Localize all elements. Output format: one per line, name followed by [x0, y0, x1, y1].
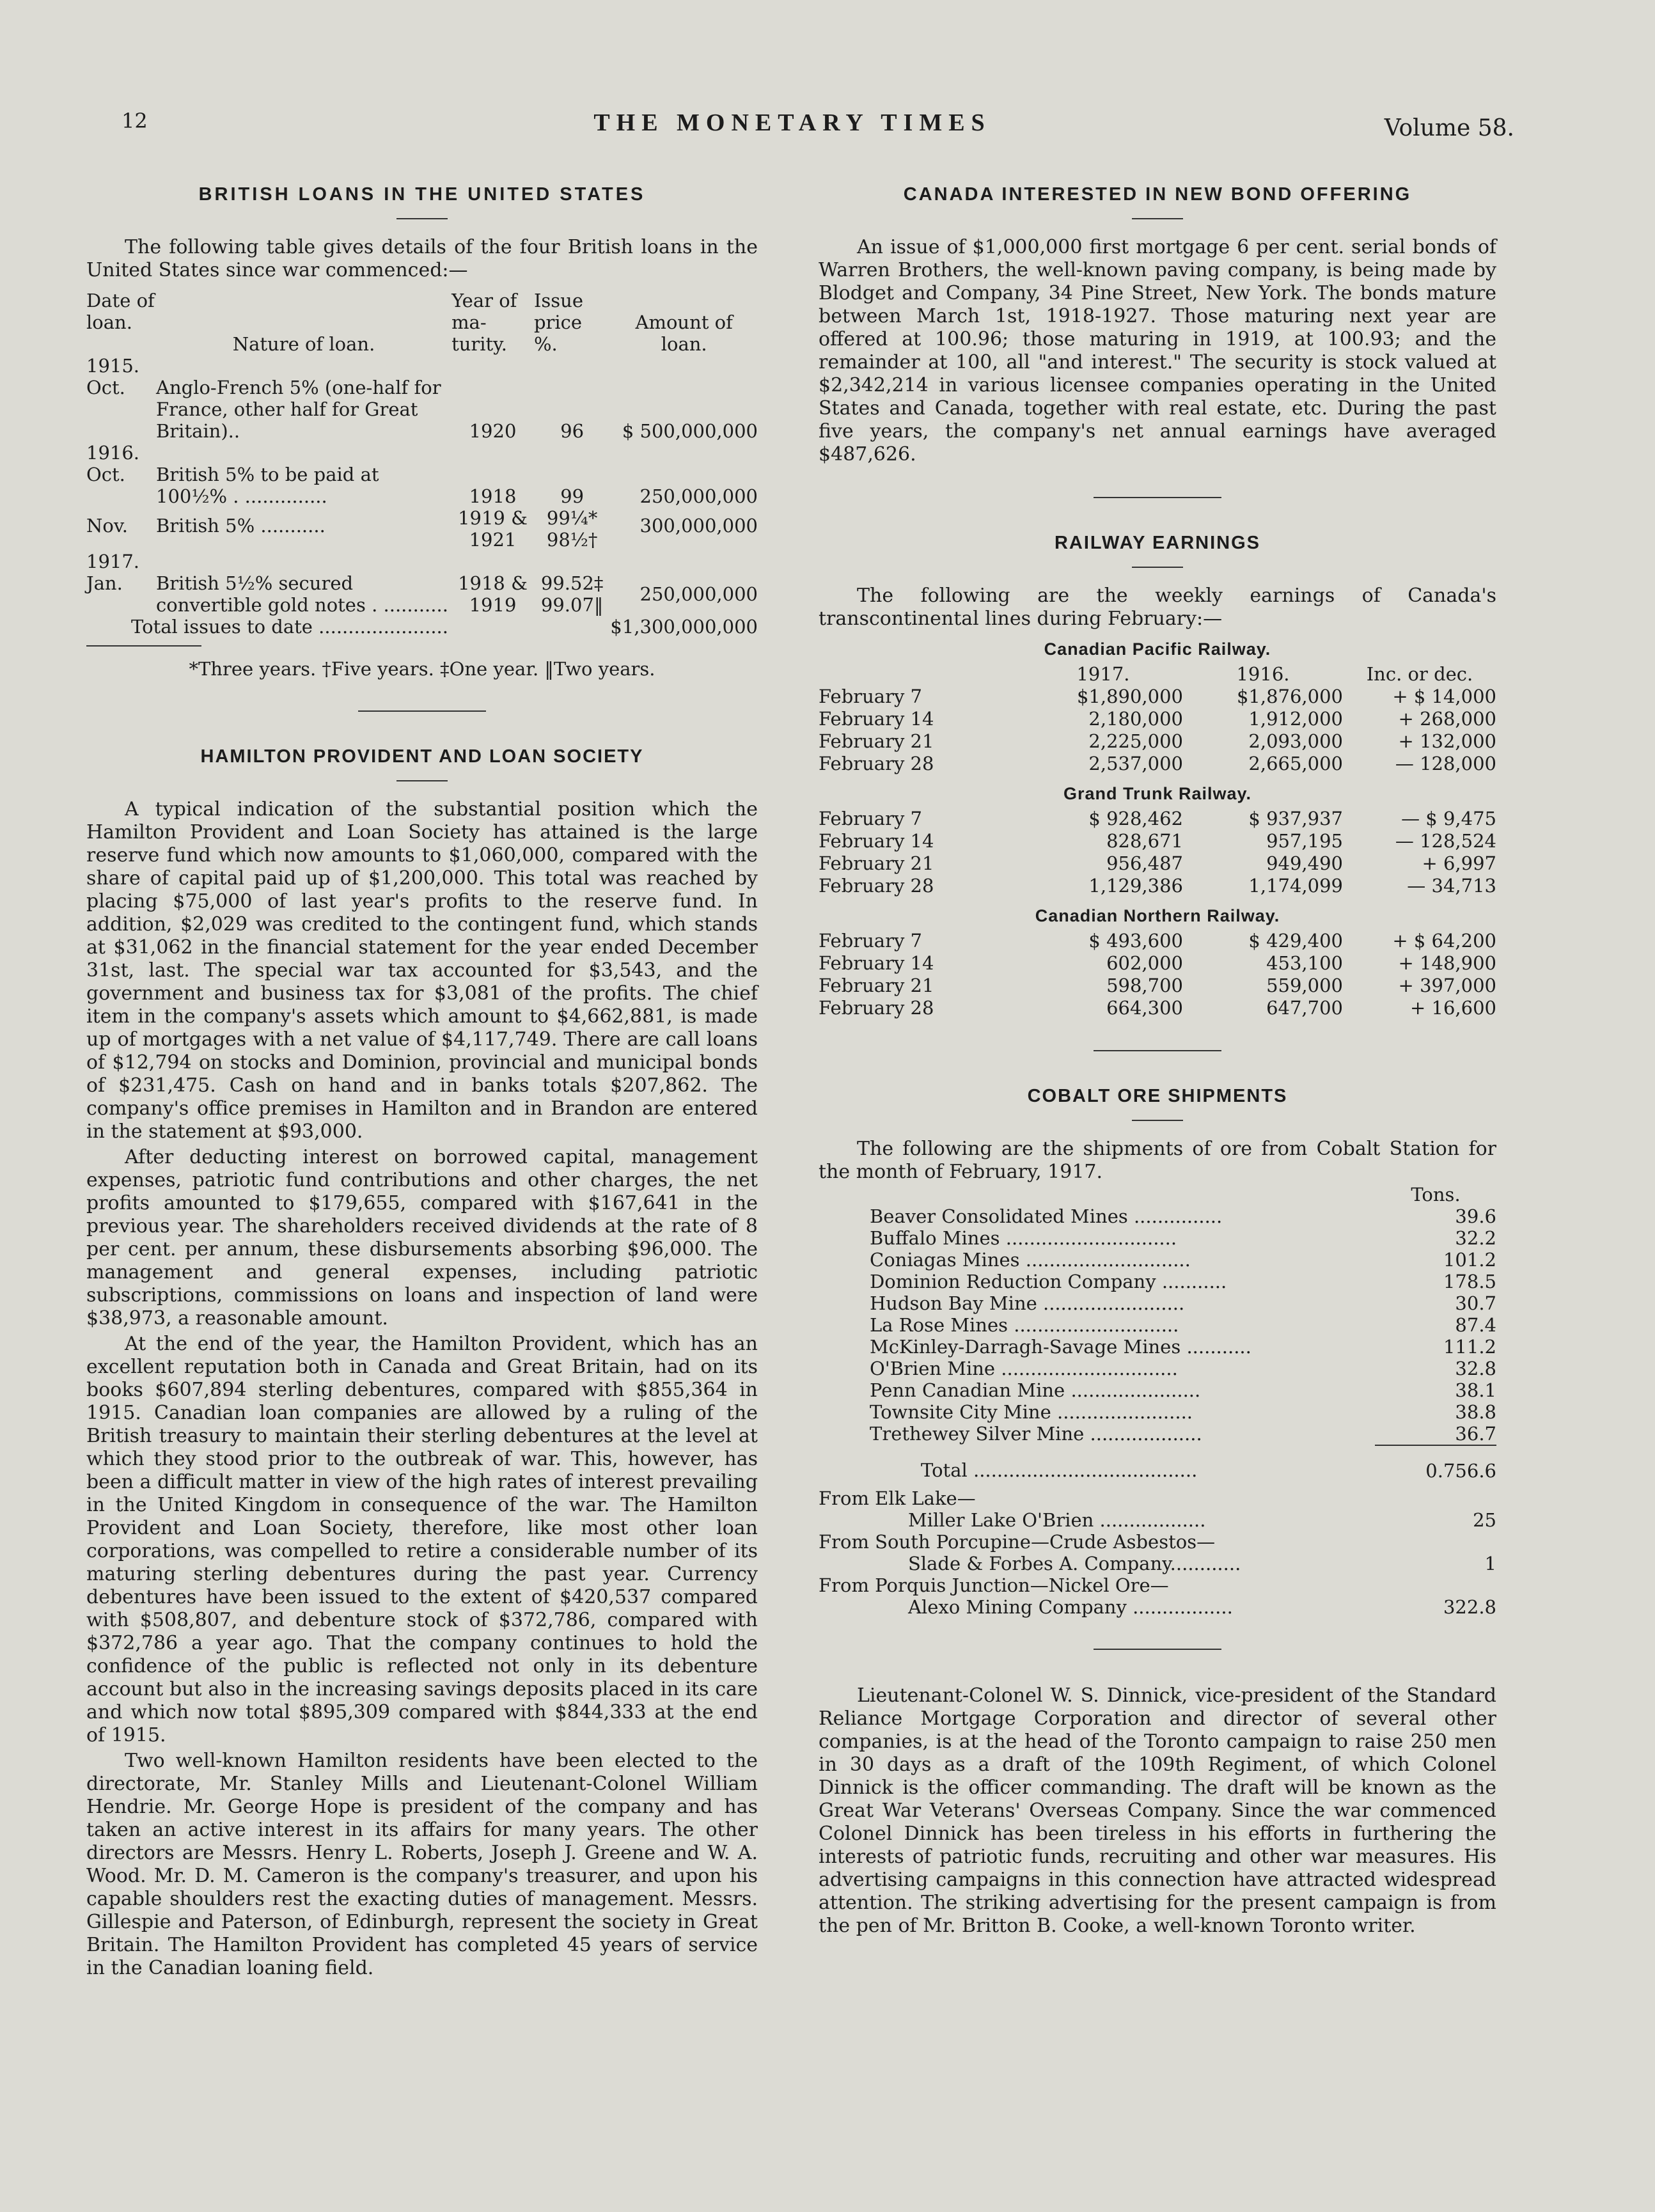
table-row: Oct. British 5% to be paid at 100½% . .............. 1918 99 250,000,000 [86, 464, 758, 507]
table-row: February 14 602,000 453,100 + 148,900 [819, 952, 1496, 974]
hamilton-paragraph-3: At the end of the year, the Hamilton Provident, which has an excellent reputation both in Canada and Great Britain, had on its books $607,894 sterling debentures, compared with $855,364 in 1915. Canadian loan companies are allowed by a ruling of the British treasury to maintain their sterling debentures at the level at which they stood prior to the outbreak of war. This, however, has been a difficult matter in view of the high rates of interest prevailing in the United Kingdom in consequence of the war. The Hamilton Provident and Loan Society, therefore, like most other loan corporations, was compelled to retire a considerable number of its maturing sterling debentures during the past year. Currency debentures have been issued to the extent of $420,537 compared with $508,807, and debenture stock of $372,786, compared with $372,786 a year ago. That the company continues to hold the confidence of the public is reflected not only in its debenture account but also in the increasing savings deposits placed in its care and which now total $895,309 compared with $844,333 at the end of 1915. [86, 1333, 758, 1746]
hamilton-paragraph-2: After deducting interest on borrowed capital, management expenses, patriotic fund contributions and other charges, the net profits amounted to $179,655, compared with $167,641 in the previous year. The shareholders received dividends at the rate of 8 per cent. per annum, these disbursements absorbing $96,000. The management and general expenses, including patriotic subscriptions, commissions on loans and inspection of land were $38,973, a reasonable amount. [86, 1146, 758, 1330]
railway-intro: The following are the weekly earnings of Canada's transcontinental lines during February:— [819, 584, 1496, 630]
table-row: Nov. British 5% ........... 1919 & 1921 99¼* 98½† 300,000,000 [86, 507, 758, 551]
hamilton-heading: HAMILTON PROVIDENT AND LOAN SOCIETY [200, 746, 644, 767]
table-row: La Rose Mines ............................ 87.4 [870, 1314, 1496, 1336]
table-row: Miller Lake O'Brien .................. 25 [908, 1509, 1496, 1531]
page-header [122, 109, 1514, 147]
table-row: McKinley-Darragh-Savage Mines ........... 111.2 [870, 1336, 1496, 1358]
table-row: From Porquis Junction—Nickel Ore— [819, 1574, 1169, 1596]
divider [396, 218, 448, 219]
footnote: *Three years. †Five years. ‡One year. ‖Two years. [189, 658, 655, 680]
cpr-heading: Canadian Pacific Railway. [1044, 639, 1271, 659]
gtr-table [819, 808, 1496, 897]
table-row: Slade & Forbes A. Company............ 1 [908, 1553, 1496, 1574]
cnr-heading: Canadian Northern Railway. [1035, 906, 1280, 925]
right-column [819, 179, 1496, 1938]
table-row: February 14 828,671 957,195 — 128,524 [819, 830, 1496, 852]
divider [86, 645, 201, 647]
british-loans-intro: The following table gives details of the four British loans in the United States since war commenced:— [86, 236, 758, 281]
table-header-row: Tons. [1411, 1184, 1461, 1205]
railway-heading: RAILWAY EARNINGS [1054, 533, 1261, 553]
table-row: Jan. British 5½% secured convertible gold notes . ........... 1918 & 1919 99.52‡ 99.07‖ 250,000,000 [86, 572, 758, 616]
table-row: Buffalo Mines ............................. 32.2 [870, 1227, 1496, 1249]
publication-title: THE MONETARY TIMES [593, 109, 991, 136]
table-row: February 28 664,300 647,700 + 16,600 [819, 997, 1496, 1019]
section-divider [1094, 1050, 1221, 1051]
divider [1132, 1120, 1183, 1121]
hamilton-article [86, 746, 758, 1980]
table-row: 1917. [86, 551, 140, 572]
table-row: Penn Canadian Mine ...................... 38.1 [870, 1379, 1496, 1401]
divider [396, 780, 448, 781]
table-row: February 7 $ 928,462 $ 937,937 — $ 9,475 [819, 808, 1496, 829]
total-row: Total ...................................... 0.756.6 [819, 1445, 1496, 1487]
volume-label: Volume 58. [1384, 115, 1514, 141]
table-row: Dominion Reduction Company ........... 178.5 [870, 1271, 1496, 1292]
table-row: Townsite City Mine ....................... 38.8 [870, 1401, 1496, 1423]
cnr-table [819, 930, 1496, 1019]
table-row: Trethewey Silver Mine ................... 36.7 [870, 1423, 1496, 1445]
col-date-header: Date of loan. [86, 290, 155, 333]
divider [1132, 567, 1183, 568]
table-row: From South Porcupine—Crude Asbestos— [819, 1531, 1216, 1553]
section-divider [1094, 1649, 1221, 1650]
cobalt-intro: The following are the shipments of ore from Cobalt Station for the month of February, 1917. [819, 1138, 1496, 1183]
left-column [86, 179, 758, 1980]
table-header-row: 1917. 1916. Inc. or dec. [1076, 663, 1473, 685]
table-row: Alexo Mining Company ................. 322.8 [908, 1596, 1496, 1618]
table-row: February 21 2,225,000 2,093,000 + 132,000 [819, 730, 1496, 752]
table-row: Oct. Anglo-French 5% (one-half for France, other half for Great Britain).. 1920 96 $ 500,000,000 [86, 377, 758, 442]
table-row: 1916. [86, 442, 140, 464]
col-price-header: Issue price %. [533, 290, 583, 355]
bond-offering-heading: CANADA INTERESTED IN NEW BOND OFFERING [903, 184, 1412, 205]
section-divider [1094, 497, 1221, 498]
cobalt-heading: COBALT ORE SHIPMENTS [1027, 1086, 1288, 1106]
cobalt-table [819, 1184, 1496, 1618]
table-row: February 28 2,537,000 2,665,000 — 128,000 [819, 753, 1496, 774]
british-loans-heading: BRITISH LOANS IN THE UNITED STATES [198, 184, 646, 205]
hamilton-paragraph-4: Two well-known Hamilton residents have been elected to the directorate, Mr. Stanley Mills and Lieutenant-Colonel William Hendrie. Mr. George Hope is president of the company and has taken an active interest in its affairs for many years. The other directors are Messrs. Henry L. Roberts, Joseph J. Greene and W. A. Wood. Mr. D. M. Cameron is the company's treasurer, and upon his capable shoulders rest the exacting duties of management. Messrs. Gillespie and Paterson, of Edinburgh, represent the society in Great Britain. The Hamilton Provident has completed 45 years of service in the Canadian loaning field. [86, 1750, 758, 1979]
table-row: February 21 598,700 559,000 + 397,000 [819, 975, 1496, 996]
table-row: 1915. [86, 355, 140, 377]
dinnick-article [819, 1684, 1496, 1938]
table-row: Hudson Bay Mine ........................ 30.7 [870, 1292, 1496, 1314]
table-header-row [86, 290, 758, 355]
table-row: February 7 $1,890,000 $1,876,000 + $ 14,000 [819, 686, 1496, 707]
hamilton-paragraph-1: A typical indication of the substantial position which the Hamilton Provident and Loan Society has attained is the large reserve fund which now amounts to $1,060,000, compared with the share of capital paid up of $1,200,000. This total was reached by placing $75,000 of last year's profits to the reserve fund. In addition, $2,029 was credited to the contingent fund, which stands at $31,062 in the financial statement for the year ended December 31st, last. The special war tax accounted for $3,543, and the government and business tax for $3,081 of the profits. The chief item in the company's assets which amount to $4,662,881, is made up of mortgages with a net value of $4,117,749. There are call loans of $12,794 on stocks and Dominion, provincial and municipal bonds of $231,475. Cash on hand and in banks totals $207,862. The company's office premises in Hamilton and in Brandon are entered in the statement at $93,000. [86, 798, 758, 1143]
table-row: February 7 $ 493,600 $ 429,400 + $ 64,200 [819, 930, 1496, 952]
table-row: February 28 1,129,386 1,174,099 — 34,713 [819, 875, 1496, 897]
table-row: O'Brien Mine .............................. 32.8 [870, 1358, 1496, 1379]
page-number: 12 [122, 109, 148, 133]
table-row: February 14 2,180,000 1,912,000 + 268,000 [819, 708, 1496, 730]
table-row: Beaver Consolidated Mines ............... 39.6 [870, 1205, 1496, 1227]
col-nature-header: Nature of loan. [232, 333, 375, 355]
section-divider [358, 710, 486, 712]
railway-article [819, 533, 1496, 1019]
divider [1132, 218, 1183, 219]
dinnick-paragraph: Lieutenant-Colonel W. S. Dinnick, vice-president of the Standard Reliance Mortgage Corporation and director of several other companies, is at the head of the Toronto campaign to raise 250 men in 30 days as a draft of the 109th Regiment, of which Colonel Dinnick is the officer commanding. The draft will be known as the Great War Veterans' Overseas Company. Since the war commenced Colonel Dinnick has been tireless in his efforts in furthering the interests of patriotic funds, recruiting and other war measures. His advertising campaigns in this connection have attracted widespread attention. The striking advertising for the present campaign is from the pen of Mr. Britton B. Cooke, a well-known Toronto writer. [819, 1684, 1496, 1937]
cobalt-article [819, 1086, 1496, 1618]
cpr-table [819, 663, 1496, 775]
gtr-heading: Grand Trunk Railway. [1063, 784, 1252, 803]
table-row: Coniagas Mines ............................ 101.2 [870, 1249, 1496, 1271]
col-year-header: Year of ma- turity. [451, 290, 517, 355]
bond-offering-paragraph: An issue of $1,000,000 first mortgage 6 per cent. serial bonds of Warren Brothers, the well-known paving company, is being made by Blodget and Company, 34 Pine Street, New York. The bonds mature between March 1st, 1918-1927. Those maturing next year are offered at 100.96; those maturing in 1919, at 100.93; and the remainder at 100, all "and interest." The security is stock valued at $2,342,214 in various licensee companies operating in the United States and Canada, together with real estate, etc. During the past five years, the company's net annual earnings have averaged $487,626. [819, 236, 1496, 466]
british-loans-table [86, 290, 758, 638]
bond-offering-article [819, 184, 1496, 466]
british-loans-article [86, 184, 758, 680]
col-amount-header: Amount of loan. [635, 311, 733, 355]
table-row: From Elk Lake— [819, 1487, 976, 1509]
total-row: Total issues to date ...................... $1,300,000,000 [131, 616, 758, 638]
table-row: February 21 956,487 949,490 + 6,997 [819, 852, 1496, 874]
